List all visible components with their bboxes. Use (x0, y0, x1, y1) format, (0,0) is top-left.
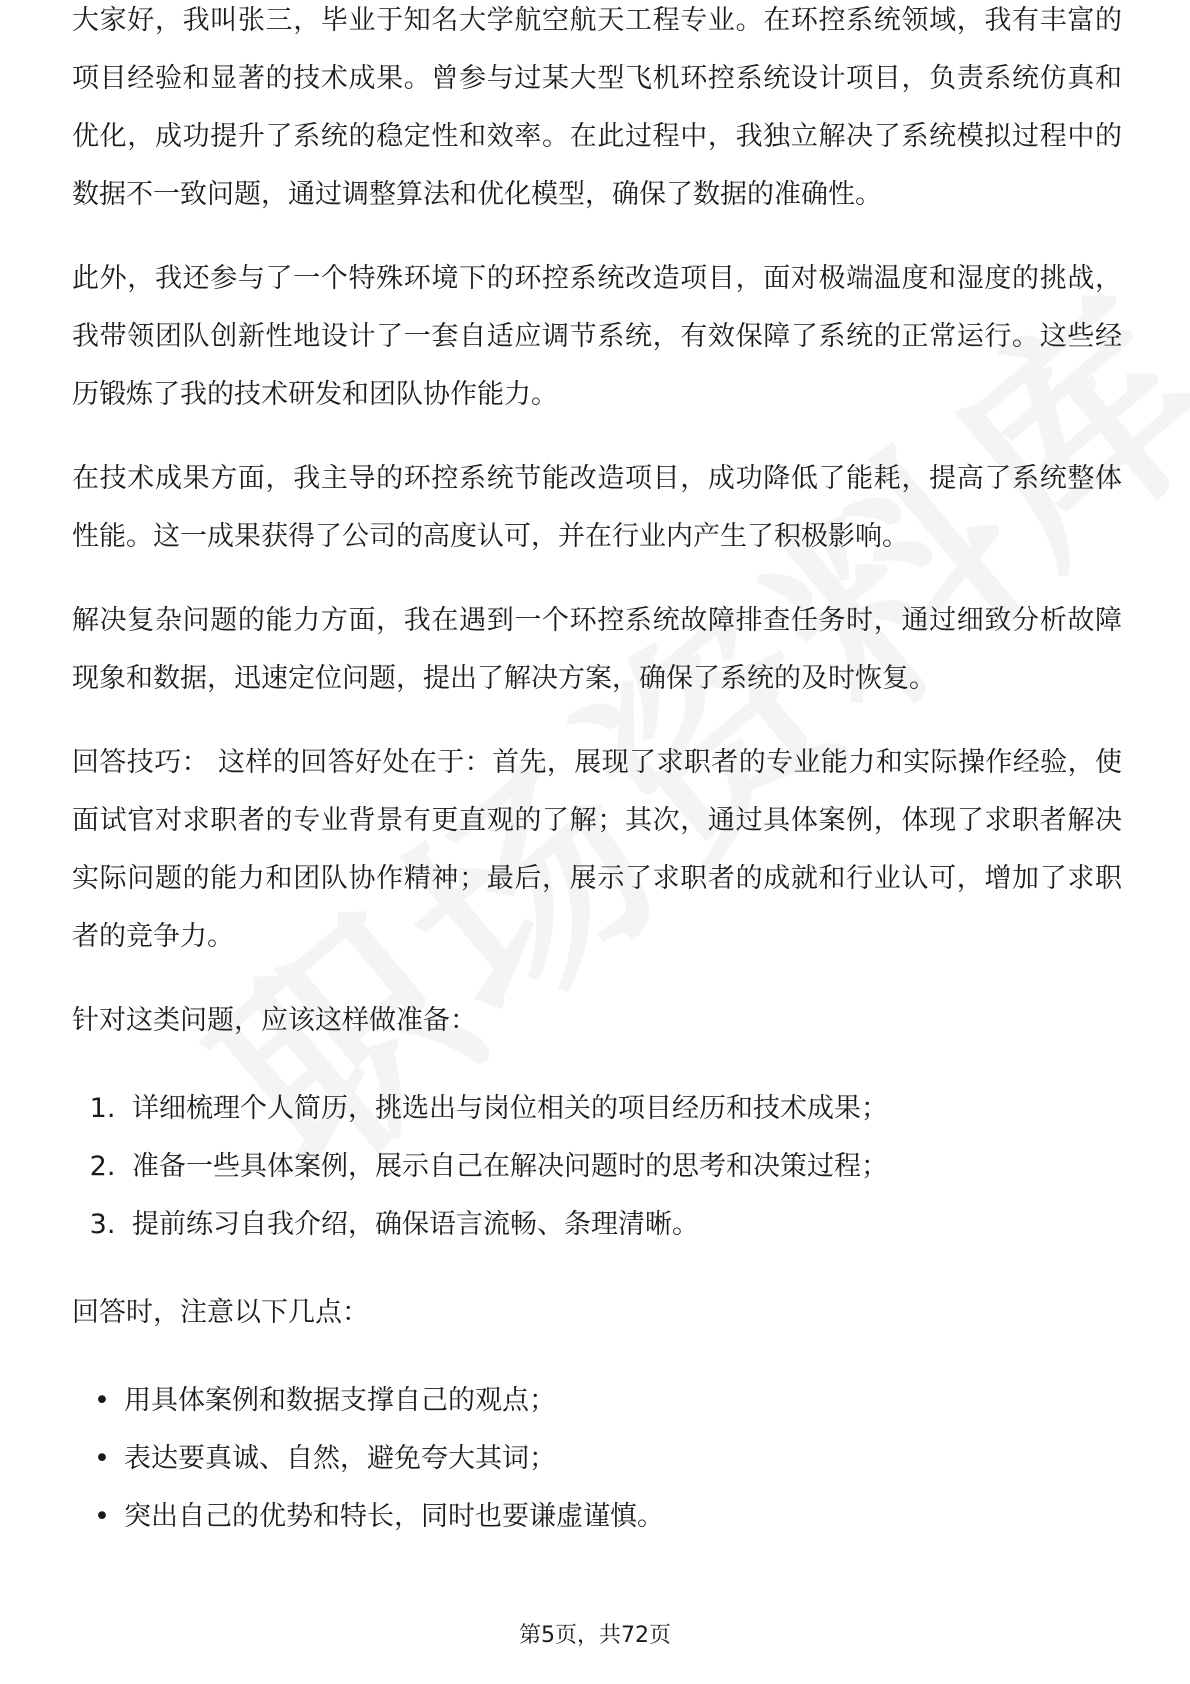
list-item: 1. 详细梳理个人简历，挑选出与岗位相关的项目经历和技术成果； (124, 1080, 1122, 1138)
bullet-icon: • (94, 1443, 110, 1474)
list-item-text: 突出自己的优势和特长，同时也要谦虚谨慎。 (124, 1501, 664, 1532)
paragraph-achievement: 在技术成果方面，我主导的环控系统节能改造项目，成功降低了能耗，提高了系统整体性能。这一成果获得了公司的高度认可，并在行业内产生了积极影响。 (72, 463, 1122, 552)
notes-list (72, 1372, 1122, 1546)
list-item: 3. 提前练习自我介绍，确保语言流畅、条理清晰。 (124, 1196, 1122, 1254)
prep-heading: 针对这类问题，应该这样做准备： (72, 1005, 477, 1036)
prep-steps-list (72, 1080, 1122, 1254)
list-item (94, 1430, 1122, 1488)
list-item (94, 1372, 1122, 1430)
page-content (72, 0, 1122, 1546)
paragraph-intro: 大家好，我叫张三，毕业于知名大学航空航天工程专业。在环控系统领域，我有丰富的项目经验和显著的技术成果。曾参与过某大型飞机环控系统设计项目，负责系统仿真和优化，成功提升了系统的稳定性和效率。在此过程中，我独立解决了系统模拟过程中的数据不一致问题，通过调整算法和优化模型，确保了数据的准确性。 (72, 5, 1122, 210)
paragraph-project: 此外，我还参与了一个特殊环境下的环控系统改造项目，面对极端温度和湿度的挑战，我带领团队创新性地设计了一套自适应调节系统，有效保障了系统的正常运行。这些经历锻炼了我的技术研发和团队协作能力。 (72, 263, 1122, 410)
list-item: 2. 准备一些具体案例，展示自己在解决问题时的思考和决策过程； (124, 1138, 1122, 1196)
notes-heading: 回答时，注意以下几点： (72, 1297, 369, 1328)
bullet-icon: • (94, 1385, 110, 1416)
list-item-text: 表达要真诚、自然，避免夸大其词； (124, 1443, 556, 1474)
list-item (94, 1488, 1122, 1546)
list-item-text: 用具体案例和数据支撑自己的观点； (124, 1385, 556, 1416)
paragraph-problem-solving: 解决复杂问题的能力方面，我在遇到一个环控系统故障排查任务时，通过细致分析故障现象和数据，迅速定位问题，提出了解决方案，确保了系统的及时恢复。 (72, 605, 1122, 694)
paragraph-answer-tips: 回答技巧： 这样的回答好处在于：首先，展现了求职者的专业能力和实际操作经验，使面试官对求职者的专业背景有更直观的了解；其次，通过具体案例，体现了求职者解决实际问题的能力和团队协作精神；最后，展示了求职者的成就和行业认可，增加了求职者的竞争力。 (72, 747, 1122, 952)
bullet-icon: • (94, 1501, 110, 1532)
page-number: 第5页，共72页 (519, 1623, 671, 1648)
